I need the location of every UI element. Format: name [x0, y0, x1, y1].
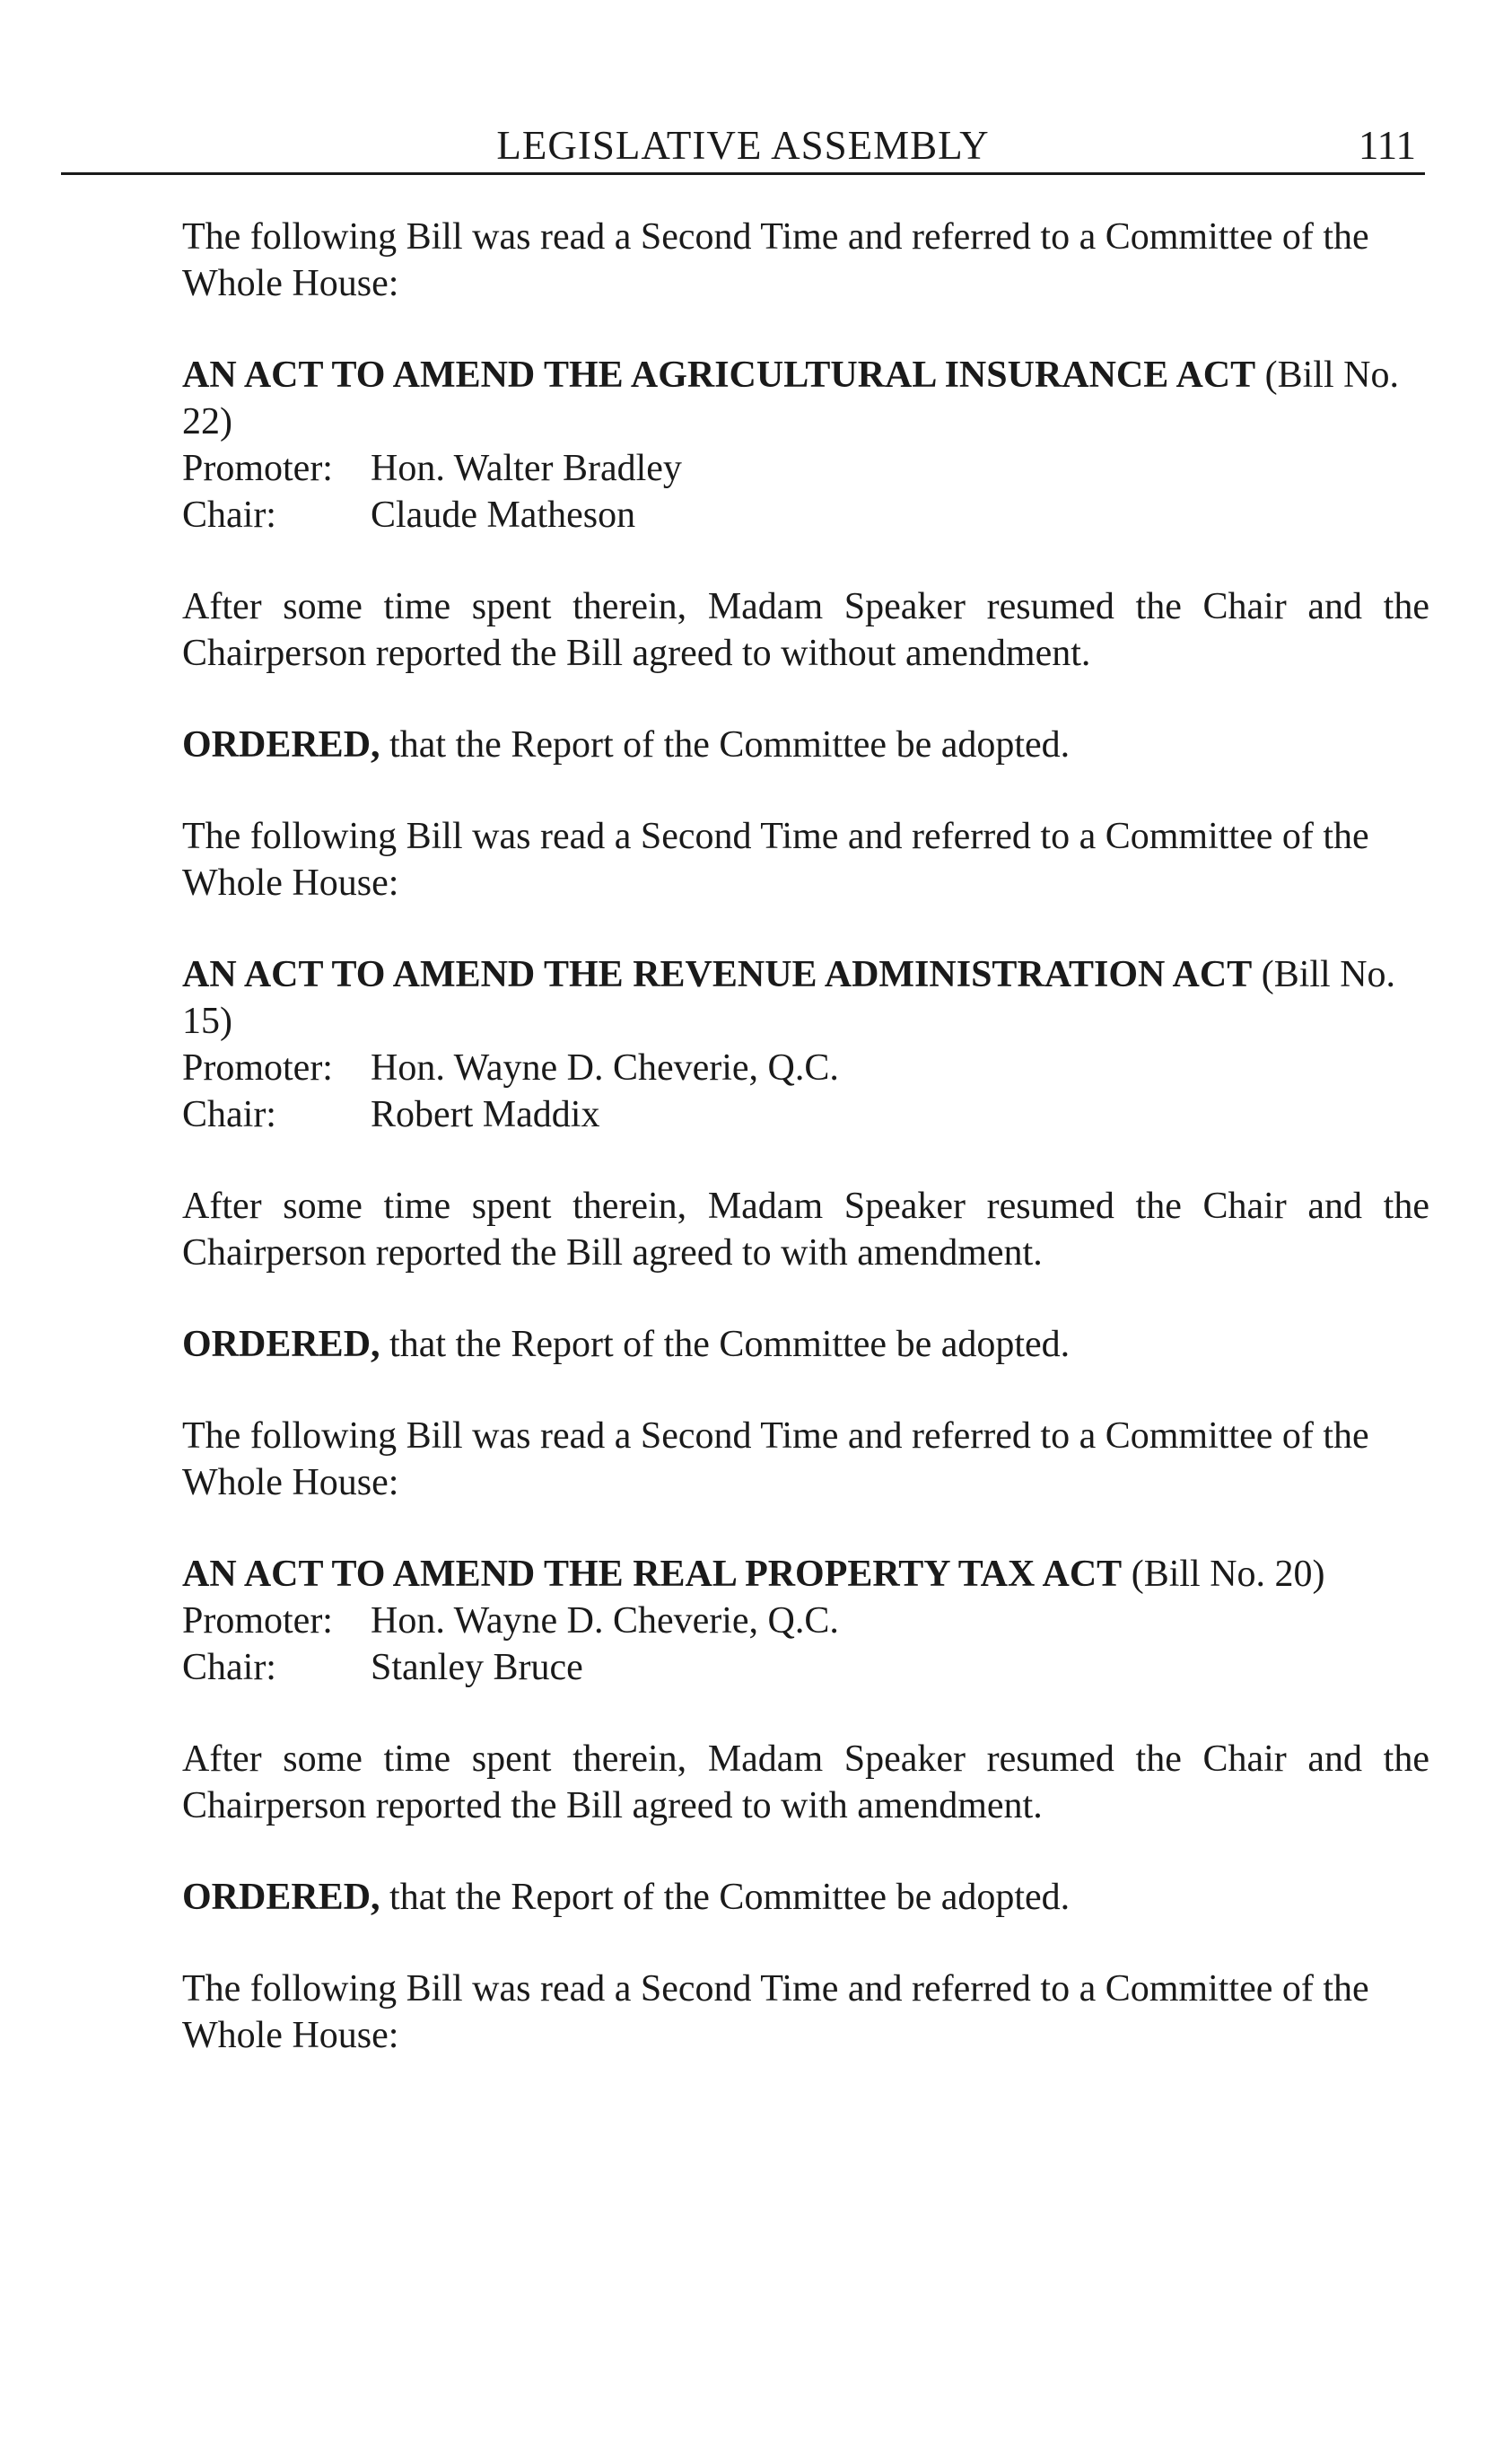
promoter-name: Hon. Wayne D. Cheverie, Q.C.	[371, 1047, 839, 1089]
chair-name: Claude Matheson	[371, 495, 636, 536]
chair-label: Chair:	[182, 1094, 276, 1135]
bill-entry	[182, 352, 1429, 539]
bill-title: AN ACT TO AMEND THE REVENUE ADMINISTRATION ACT	[182, 954, 1253, 995]
header-title: LEGISLATIVE ASSEMBLY	[496, 123, 990, 168]
promoter-label: Promoter:	[182, 448, 333, 489]
bill-title: AN ACT TO AMEND THE AGRICULTURAL INSURANCE ACT	[182, 355, 1256, 396]
intro-paragraph: The following Bill was read a Second Time and referred to a Committee of the Whole House:	[182, 816, 1369, 904]
promoter-name: Hon. Walter Bradley	[371, 448, 682, 489]
chair-name: Stanley Bruce	[371, 1647, 583, 1688]
ordered-text: that the Report of the Committee be adopted.	[380, 724, 1071, 766]
closing-paragraph: The following Bill was read a Second Time and referred to a Committee of the Whole House:	[182, 1968, 1369, 2056]
promoter-label: Promoter:	[182, 1047, 333, 1089]
ordered-keyword: ORDERED,	[182, 1324, 380, 1365]
running-header	[61, 118, 1425, 175]
promoter-row	[182, 1045, 1429, 1091]
promoter-row	[182, 1598, 1429, 1644]
bill-title: AN ACT TO AMEND THE REAL PROPERTY TAX ACT	[182, 1554, 1123, 1595]
ordered-keyword: ORDERED,	[182, 1877, 380, 1918]
bill-number: (Bill No. 20)	[1131, 1554, 1325, 1595]
promoter-name: Hon. Wayne D. Cheverie, Q.C.	[371, 1600, 839, 1642]
ordered-text: that the Report of the Committee be adopted.	[380, 1877, 1071, 1918]
ordered-keyword: ORDERED,	[182, 724, 380, 766]
ordered-paragraph	[182, 1874, 1429, 1921]
chair-label: Chair:	[182, 495, 276, 536]
ordered-text: that the Report of the Committee be adopted.	[380, 1324, 1071, 1365]
promoter-row	[182, 445, 1429, 492]
bill-heading	[182, 352, 1429, 445]
ordered-paragraph	[182, 1321, 1429, 1368]
intro-paragraph: The following Bill was read a Second Time and referred to a Committee of the Whole House:	[182, 216, 1369, 304]
chair-name: Robert Maddix	[371, 1094, 600, 1135]
bill-entry	[182, 1551, 1429, 1691]
chair-row	[182, 492, 1429, 539]
result-paragraph: After some time spent therein, Madam Speaker resumed the Chair and the Chairperson reported the Bill agreed to without amendment.	[182, 586, 1429, 674]
promoter-label: Promoter:	[182, 1600, 333, 1642]
bill-number: (Bill No. 22)	[182, 355, 1399, 442]
document-body	[182, 214, 1429, 2104]
page-number: 111	[1358, 123, 1416, 168]
bill-heading	[182, 951, 1429, 1045]
bill-heading	[182, 1551, 1429, 1598]
ordered-paragraph	[182, 722, 1429, 768]
bill-entry	[182, 951, 1429, 1138]
chair-label: Chair:	[182, 1647, 276, 1688]
intro-paragraph: The following Bill was read a Second Time and referred to a Committee of the Whole House:	[182, 1415, 1369, 1503]
result-paragraph: After some time spent therein, Madam Speaker resumed the Chair and the Chairperson reported the Bill agreed to with amendment.	[182, 1186, 1429, 1274]
chair-row	[182, 1091, 1429, 1138]
result-paragraph: After some time spent therein, Madam Speaker resumed the Chair and the Chairperson reported the Bill agreed to with amendment.	[182, 1738, 1429, 1826]
bill-number: (Bill No. 15)	[182, 954, 1396, 1042]
chair-row	[182, 1644, 1429, 1691]
